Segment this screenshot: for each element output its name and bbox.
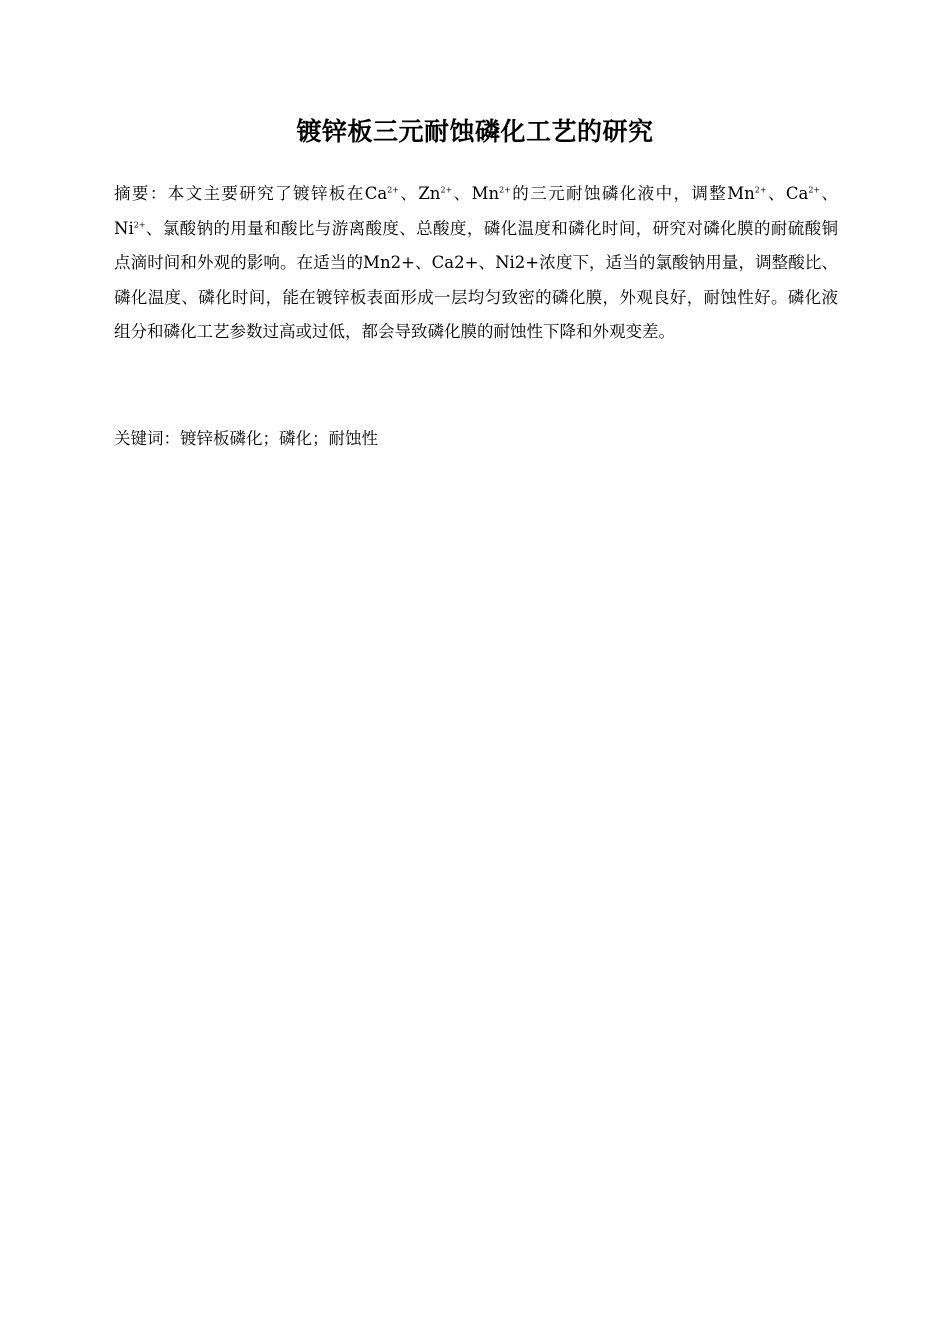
- abstract-text: 的三元耐蚀磷化液中，调整: [510, 184, 728, 203]
- separator: 、: [766, 184, 786, 203]
- abstract-label: 摘要：: [114, 184, 168, 203]
- ion-mn: Mn: [471, 184, 500, 203]
- ion-charge: 2+: [808, 185, 821, 195]
- keywords-line: [114, 422, 838, 456]
- abstract-text: 、氯酸钠的用量和酸比与游离酸度、总酸度，磷化温度和磷化时间，研究对磷化膜的耐硫酸铜点滴时间和外观的影响。在适当的Mn2+、Ca2+、Ni2+浓度下，适当的氯酸钠用量，调整酸比、磷化温度、磷化时间，能在镀锌板表面形成一层均匀致密的磷化膜，外观良好，耐蚀性好。磷化液组分和磷化工艺参数过高或过低，都会导致磷化膜的耐蚀性下降和外观变差。: [114, 218, 838, 342]
- ion-mn: Mn: [727, 184, 755, 203]
- keywords-text: 镀锌板磷化；磷化；耐蚀性: [180, 429, 378, 448]
- abstract-paragraph: [114, 177, 838, 350]
- ion-ni: Ni: [114, 218, 134, 238]
- ion-charge: 2+: [440, 185, 453, 195]
- paper-title: 镀锌板三元耐蚀磷化工艺的研究: [296, 117, 654, 146]
- separator: 、: [399, 184, 419, 203]
- ion-zn: Zn: [418, 184, 441, 203]
- ion-charge: 2+: [387, 185, 400, 195]
- ion-charge: 2+: [754, 185, 767, 195]
- ion-charge: 2+: [499, 185, 511, 195]
- keywords-label: 关键词：: [114, 429, 180, 448]
- separator: 、: [452, 184, 472, 203]
- abstract-text: 本文主要研究了镀锌板在: [167, 184, 365, 203]
- ion-ca: Ca: [785, 184, 809, 203]
- ion-ca: Ca: [364, 184, 388, 203]
- ion-charge: 2+: [133, 220, 146, 230]
- separator: 、: [820, 184, 839, 203]
